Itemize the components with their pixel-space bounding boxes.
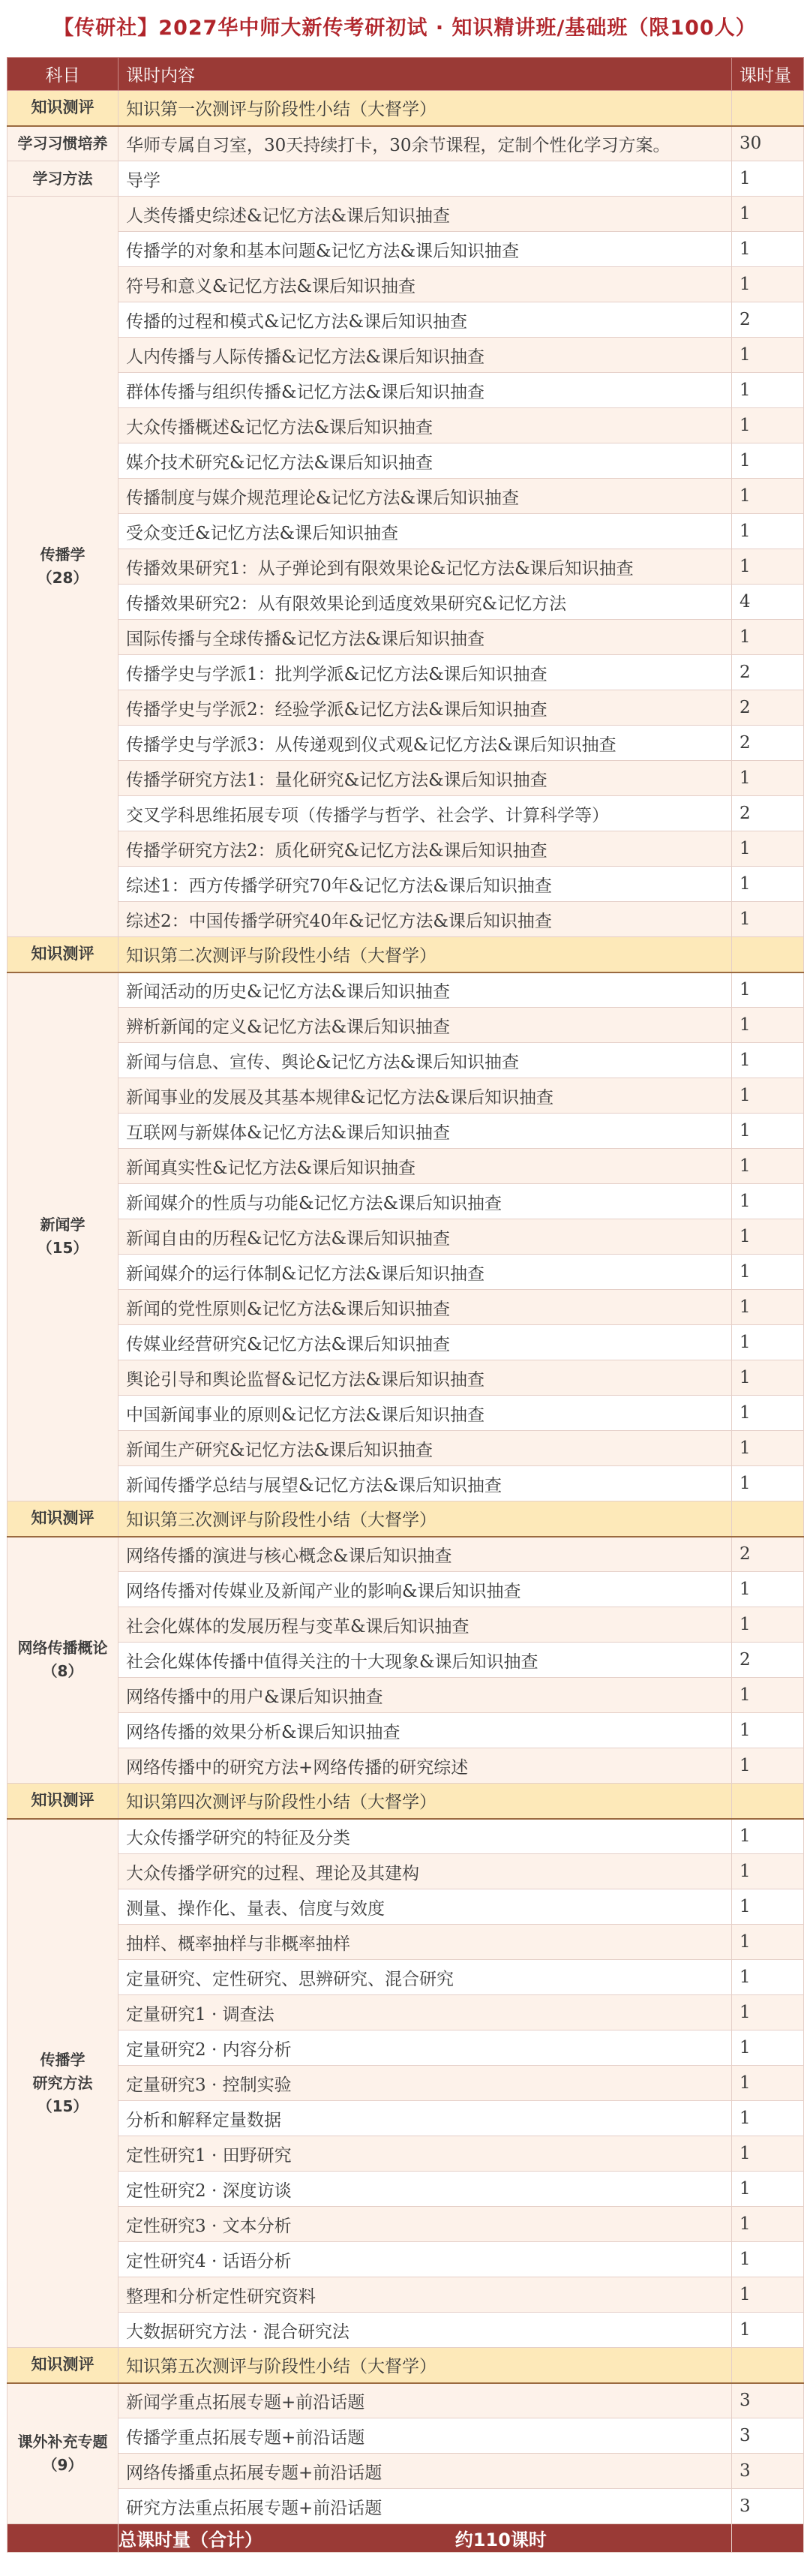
hours-cell: [732, 1501, 804, 1537]
subject-hours-total: （8）: [42, 1662, 83, 1681]
hours-cell: 3: [732, 2489, 804, 2524]
content-cell: 传播学的对象和基本问题&记忆方法&课后知识抽查: [118, 232, 732, 267]
table-row: [8, 408, 804, 443]
hours-cell: [732, 91, 804, 126]
hours-cell: 1: [732, 1114, 804, 1149]
hours-cell: 2: [732, 302, 804, 338]
table-row: [8, 796, 804, 831]
hours-cell: 1: [732, 1889, 804, 1925]
table-row: [8, 1396, 804, 1431]
table-row: [8, 620, 804, 655]
content-cell: 传播效果研究1：从子弹论到有限效果论&记忆方法&课后知识抽查: [118, 549, 732, 585]
table-row: [8, 2454, 804, 2489]
subject-name: 知识测评: [31, 945, 94, 963]
subject-cell: [8, 1819, 118, 2348]
table-row: [8, 1219, 804, 1255]
table-row: [8, 2242, 804, 2277]
table-body: [8, 91, 804, 2524]
table-row: [8, 338, 804, 373]
hours-cell: 1: [732, 1325, 804, 1360]
hours-cell: 2: [732, 690, 804, 726]
hours-cell: 1: [732, 232, 804, 267]
table-row: [8, 126, 804, 161]
content-cell: 传播学史与学派1：批判学派&记忆方法&课后知识抽查: [118, 655, 732, 690]
hours-cell: 3: [732, 2418, 804, 2454]
hours-cell: [732, 1784, 804, 1819]
subject-name: 知识测评: [31, 1509, 94, 1528]
subject-name: 知识测评: [31, 2355, 94, 2374]
hours-cell: 4: [732, 585, 804, 620]
test-row: [8, 1784, 804, 1819]
content-cell: 传播学重点拓展专题+前沿话题: [118, 2418, 732, 2454]
hours-cell: 1: [732, 2172, 804, 2207]
table-row: [8, 1184, 804, 1219]
table-row: [8, 1607, 804, 1643]
content-cell: 综述2：中国传播学研究40年&记忆方法&课后知识抽查: [118, 902, 732, 937]
table-row: [8, 2207, 804, 2242]
table-row: [8, 1290, 804, 1325]
hours-cell: [732, 937, 804, 972]
table-row: [8, 1889, 804, 1925]
table-row: [8, 972, 804, 1008]
content-cell: 新闻与信息、宣传、舆论&记忆方法&课后知识抽查: [118, 1043, 732, 1078]
subject-name: 新闻学: [40, 1216, 86, 1234]
table-row: [8, 585, 804, 620]
subject-cell: [8, 126, 118, 161]
table-row: [8, 1995, 804, 2030]
table-row: [8, 761, 804, 796]
content-cell: 新闻的党性原则&记忆方法&课后知识抽查: [118, 1290, 732, 1325]
table-row: [8, 1713, 804, 1748]
table-row: [8, 2277, 804, 2313]
content-cell: 综述1：西方传播学研究70年&记忆方法&课后知识抽查: [118, 867, 732, 902]
subject-cell: [8, 972, 118, 1501]
content-cell: 传播学研究方法1：量化研究&记忆方法&课后知识抽查: [118, 761, 732, 796]
hours-cell: 30: [732, 126, 804, 161]
subject-name: 传播学: [40, 2050, 86, 2069]
subject-name: 学习习惯培养: [17, 134, 108, 152]
content-cell: 定性研究3 · 文本分析: [118, 2207, 732, 2242]
content-cell: 网络传播中的用户&课后知识抽查: [118, 1678, 732, 1713]
content-cell: 知识第四次测评与阶段性小结（大督学）: [118, 1784, 732, 1819]
table-row: [8, 1925, 804, 1960]
content-cell: 互联网与新媒体&记忆方法&课后知识抽查: [118, 1114, 732, 1149]
content-cell: 大众传播概述&记忆方法&课后知识抽查: [118, 408, 732, 443]
content-cell: 知识第三次测评与阶段性小结（大督学）: [118, 1501, 732, 1537]
table-row: [8, 1149, 804, 1184]
hours-cell: 3: [732, 2383, 804, 2418]
content-cell: 抽样、概率抽样与非概率抽样: [118, 1925, 732, 1960]
content-cell: 人内传播与人际传播&记忆方法&课后知识抽查: [118, 338, 732, 373]
total-label: 总课时量（合计） 约110课时: [118, 2524, 732, 2553]
content-cell: 整理和分析定性研究资料: [118, 2277, 732, 2313]
subject-cell: [8, 1501, 118, 1537]
hours-cell: 2: [732, 1643, 804, 1678]
table-row: [8, 2066, 804, 2101]
subject-cell: [8, 2383, 118, 2524]
content-cell: 华师专属自习室，30天持续打卡，30余节课程，定制个性化学习方案。: [118, 126, 732, 161]
table-row: [8, 302, 804, 338]
content-cell: 新闻真实性&记忆方法&课后知识抽查: [118, 1149, 732, 1184]
content-cell: 大众传播学研究的特征及分类: [118, 1819, 732, 1854]
hours-cell: 1: [732, 620, 804, 655]
hours-cell: 1: [732, 1678, 804, 1713]
hours-cell: 1: [732, 2030, 804, 2066]
table-row: [8, 831, 804, 867]
content-cell: 群体传播与组织传播&记忆方法&课后知识抽查: [118, 373, 732, 408]
subject-name-2: 研究方法: [32, 2073, 93, 2092]
hours-cell: 1: [732, 1854, 804, 1889]
table-row: [8, 1114, 804, 1149]
content-cell: 研究方法重点拓展专题+前沿话题: [118, 2489, 732, 2524]
subject-hours-total: （9）: [42, 2455, 83, 2474]
hours-cell: 1: [732, 2136, 804, 2172]
subject-name: 传播学: [40, 546, 86, 564]
hours-cell: 1: [732, 761, 804, 796]
hours-cell: 1: [732, 902, 804, 937]
hours-cell: 1: [732, 197, 804, 232]
header-content: 课时内容: [118, 58, 732, 91]
hours-cell: 1: [732, 1149, 804, 1184]
hours-cell: 1: [732, 1078, 804, 1114]
hours-cell: 1: [732, 479, 804, 514]
hours-cell: 2: [732, 796, 804, 831]
table-row: [8, 690, 804, 726]
subject-name: 课外补充专题: [17, 2432, 108, 2451]
content-cell: 交叉学科思维拓展专项（传播学与哲学、社会学、计算科学等）: [118, 796, 732, 831]
content-cell: 传播的过程和模式&记忆方法&课后知识抽查: [118, 302, 732, 338]
content-cell: 知识第五次测评与阶段性小结（大督学）: [118, 2348, 732, 2383]
hours-cell: 1: [732, 1960, 804, 1995]
hours-cell: 1: [732, 2242, 804, 2277]
header-subject: 科目: [8, 58, 118, 91]
hours-cell: 2: [732, 655, 804, 690]
content-cell: 大数据研究方法 · 混合研究法: [118, 2313, 732, 2348]
content-cell: 社会化媒体的发展历程与变革&课后知识抽查: [118, 1607, 732, 1643]
table-row: [8, 1854, 804, 1889]
header-hours: 课时量: [732, 58, 804, 91]
table-row: [8, 197, 804, 232]
content-cell: 新闻媒介的性质与功能&记忆方法&课后知识抽查: [118, 1184, 732, 1219]
content-cell: 网络传播重点拓展专题+前沿话题: [118, 2454, 732, 2489]
subject-name: 网络传播概论: [17, 1639, 108, 1658]
table-row: [8, 1819, 804, 1854]
content-cell: 定量研究1 · 调查法: [118, 1995, 732, 2030]
subject-cell: [8, 197, 118, 937]
table-row: [8, 549, 804, 585]
content-cell: 辨析新闻的定义&记忆方法&课后知识抽查: [118, 1008, 732, 1043]
subject-name: 知识测评: [31, 98, 94, 117]
content-cell: 定性研究1 · 田野研究: [118, 2136, 732, 2172]
table-row: [8, 479, 804, 514]
hours-cell: 1: [732, 1748, 804, 1784]
hours-cell: 1: [732, 161, 804, 197]
hours-cell: 1: [732, 972, 804, 1008]
hours-cell: 1: [732, 2101, 804, 2136]
table-row: [8, 2418, 804, 2454]
table-row: [8, 726, 804, 761]
table-row: [8, 867, 804, 902]
subject-cell: [8, 1537, 118, 1784]
page-title: 【传研社】2027华中师大新传考研初试 · 知识精讲班/基础班（限100人）: [53, 17, 757, 40]
table-row: [8, 1008, 804, 1043]
hours-cell: 1: [732, 1995, 804, 2030]
test-row: [8, 937, 804, 972]
content-cell: 新闻自由的历程&记忆方法&课后知识抽查: [118, 1219, 732, 1255]
table-row: [8, 1466, 804, 1501]
table-header-row: [8, 58, 804, 91]
hours-cell: 1: [732, 408, 804, 443]
table-row: [8, 1537, 804, 1572]
hours-cell: 1: [732, 514, 804, 549]
content-cell: 新闻事业的发展及其基本规律&记忆方法&课后知识抽查: [118, 1078, 732, 1114]
table-row: [8, 2101, 804, 2136]
hours-cell: 1: [732, 1290, 804, 1325]
subject-hours-total: （28）: [37, 569, 88, 587]
subject-hours-total: （15）: [37, 1239, 88, 1258]
table-row: [8, 2136, 804, 2172]
table-row: [8, 655, 804, 690]
content-cell: 导学: [118, 161, 732, 197]
hours-cell: 1: [732, 867, 804, 902]
content-cell: 中国新闻事业的原则&记忆方法&课后知识抽查: [118, 1396, 732, 1431]
table-row: [8, 1078, 804, 1114]
content-cell: 传播制度与媒介规范理论&记忆方法&课后知识抽查: [118, 479, 732, 514]
table-row: [8, 232, 804, 267]
hours-cell: 1: [732, 1713, 804, 1748]
table-row: [8, 267, 804, 302]
test-row: [8, 1501, 804, 1537]
subject-cell: [8, 937, 118, 972]
content-cell: 新闻活动的历史&记忆方法&课后知识抽查: [118, 972, 732, 1008]
hours-cell: 1: [732, 2066, 804, 2101]
hours-cell: 1: [732, 1466, 804, 1501]
hours-cell: 1: [732, 443, 804, 479]
total-row: [8, 2524, 804, 2553]
content-cell: 定量研究、定性研究、思辨研究、混合研究: [118, 1960, 732, 1995]
content-cell: 受众变迁&记忆方法&课后知识抽查: [118, 514, 732, 549]
table-row: [8, 373, 804, 408]
table-row: [8, 1572, 804, 1607]
hours-cell: 2: [732, 1537, 804, 1572]
hours-cell: 1: [732, 549, 804, 585]
content-cell: 网络传播的演进与核心概念&课后知识抽查: [118, 1537, 732, 1572]
table-row: [8, 2172, 804, 2207]
table-row: [8, 161, 804, 197]
hours-cell: 1: [732, 1184, 804, 1219]
table-row: [8, 514, 804, 549]
hours-cell: 1: [732, 1360, 804, 1396]
content-cell: 传播学史与学派2：经验学派&记忆方法&课后知识抽查: [118, 690, 732, 726]
total-value: 约110课时: [454, 2529, 547, 2550]
content-cell: 新闻学重点拓展专题+前沿话题: [118, 2383, 732, 2418]
content-cell: 符号和意义&记忆方法&课后知识抽查: [118, 267, 732, 302]
content-cell: 知识第一次测评与阶段性小结（大督学）: [118, 91, 732, 126]
hours-cell: 1: [732, 1396, 804, 1431]
hours-cell: 1: [732, 1607, 804, 1643]
content-cell: 网络传播的效果分析&课后知识抽查: [118, 1713, 732, 1748]
table-row: [8, 1325, 804, 1360]
content-cell: 新闻生产研究&记忆方法&课后知识抽查: [118, 1431, 732, 1466]
table-row: [8, 902, 804, 937]
content-cell: 定量研究3 · 控制实验: [118, 2066, 732, 2101]
hours-cell: 1: [732, 1008, 804, 1043]
content-cell: 社会化媒体传播中值得关注的十大现象&课后知识抽查: [118, 1643, 732, 1678]
table-row: [8, 2030, 804, 2066]
hours-cell: 1: [732, 267, 804, 302]
content-cell: 网络传播对传媒业及新闻产业的影响&课后知识抽查: [118, 1572, 732, 1607]
hours-cell: 1: [732, 1255, 804, 1290]
hours-cell: 1: [732, 1819, 804, 1854]
table-row: [8, 1431, 804, 1466]
table-row: [8, 1255, 804, 1290]
table-row: [8, 2383, 804, 2418]
content-cell: 新闻媒介的运行体制&记忆方法&课后知识抽查: [118, 1255, 732, 1290]
subject-cell: [8, 1784, 118, 1819]
content-cell: 国际传播与全球传播&记忆方法&课后知识抽查: [118, 620, 732, 655]
hours-cell: 1: [732, 1431, 804, 1466]
table-row: [8, 1678, 804, 1713]
content-cell: 传播效果研究2：从有限效果论到适度效果研究&记忆方法: [118, 585, 732, 620]
hours-cell: 1: [732, 2313, 804, 2348]
content-cell: 人类传播史综述&记忆方法&课后知识抽查: [118, 197, 732, 232]
hours-cell: [732, 2348, 804, 2383]
hours-cell: 2: [732, 726, 804, 761]
hours-cell: 1: [732, 831, 804, 867]
subject-name: 知识测评: [31, 1791, 94, 1810]
test-row: [8, 2348, 804, 2383]
content-cell: 传播学史与学派3：从传递观到仪式观&记忆方法&课后知识抽查: [118, 726, 732, 761]
hours-cell: 1: [732, 1043, 804, 1078]
hours-cell: 1: [732, 1925, 804, 1960]
content-cell: 定量研究2 · 内容分析: [118, 2030, 732, 2066]
test-row: [8, 91, 804, 126]
table-row: [8, 1360, 804, 1396]
content-cell: 定性研究2 · 深度访谈: [118, 2172, 732, 2207]
subject-hours-total: （15）: [37, 2097, 88, 2115]
table-row: [8, 1043, 804, 1078]
subject-cell: [8, 161, 118, 197]
hours-cell: 1: [732, 1219, 804, 1255]
table-row: [8, 1960, 804, 1995]
hours-cell: 1: [732, 2207, 804, 2242]
subject-name: 学习方法: [32, 169, 93, 188]
content-cell: 新闻传播学总结与展望&记忆方法&课后知识抽查: [118, 1466, 732, 1501]
content-cell: 网络传播中的研究方法+网络传播的研究综述: [118, 1748, 732, 1784]
table-row: [8, 1643, 804, 1678]
schedule-table: [7, 57, 804, 2553]
content-cell: 知识第二次测评与阶段性小结（大督学）: [118, 937, 732, 972]
content-cell: 测量、操作化、量表、信度与效度: [118, 1889, 732, 1925]
table-row: [8, 2313, 804, 2348]
content-cell: 定性研究4 · 话语分析: [118, 2242, 732, 2277]
hours-cell: 1: [732, 338, 804, 373]
content-cell: 传媒业经营研究&记忆方法&课后知识抽查: [118, 1325, 732, 1360]
subject-cell: [8, 91, 118, 126]
hours-cell: 1: [732, 1572, 804, 1607]
content-cell: 分析和解释定量数据: [118, 2101, 732, 2136]
hours-cell: 3: [732, 2454, 804, 2489]
table-row: [8, 2489, 804, 2524]
subject-cell: [8, 2348, 118, 2383]
content-cell: 舆论引导和舆论监督&记忆方法&课后知识抽查: [118, 1360, 732, 1396]
table-row: [8, 1748, 804, 1784]
content-cell: 传播学研究方法2：质化研究&记忆方法&课后知识抽查: [118, 831, 732, 867]
content-cell: 媒介技术研究&记忆方法&课后知识抽查: [118, 443, 732, 479]
hours-cell: 1: [732, 2277, 804, 2313]
hours-cell: 1: [732, 373, 804, 408]
table-row: [8, 443, 804, 479]
content-cell: 大众传播学研究的过程、理论及其建构: [118, 1854, 732, 1889]
